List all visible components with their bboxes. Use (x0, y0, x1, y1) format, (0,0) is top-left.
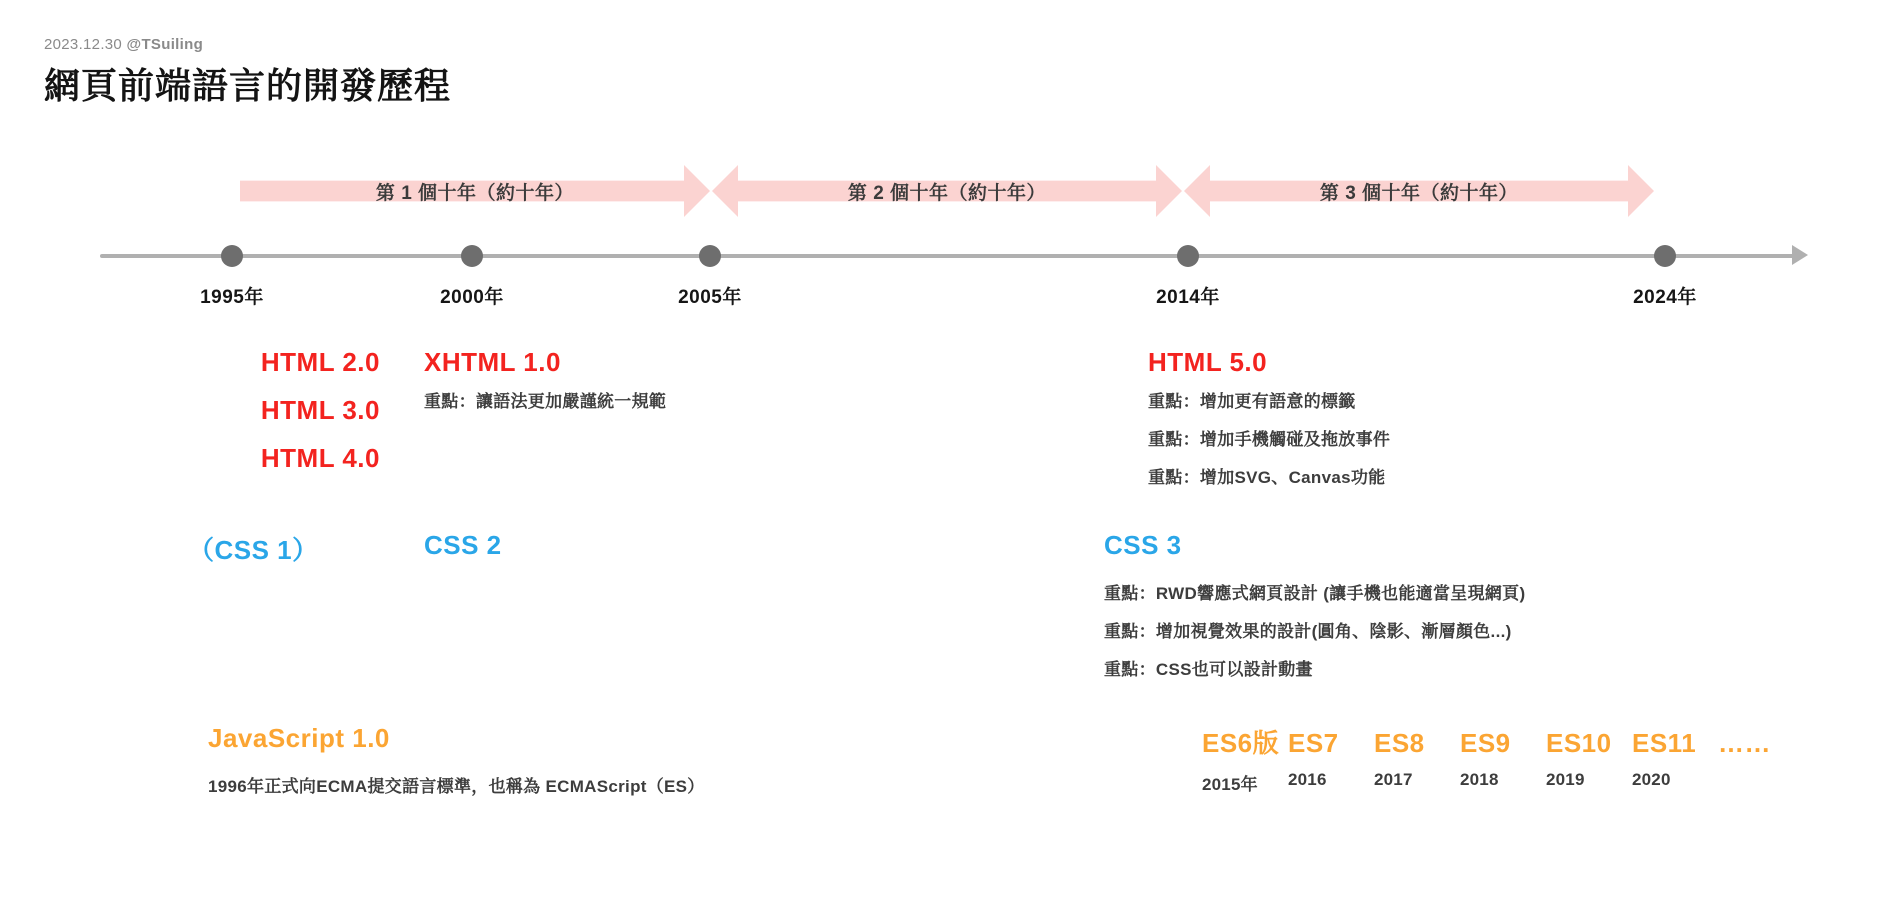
es-year-2020: 2020 (1632, 770, 1671, 789)
html-version-3: HTML 3.0 (260, 395, 380, 425)
year-label-2014: 2014年 (1156, 287, 1220, 308)
javascript-title: JavaScript 1.0 (208, 723, 390, 753)
css1-title: （CSS 1） (188, 535, 319, 565)
timeline-dot-2000 (461, 245, 483, 267)
date-text: 2023.12.30 (44, 36, 123, 53)
html-early-versions (150, 338, 380, 482)
year-label-1995: 1995年 (200, 287, 264, 308)
author-handle: @TSuiling (126, 36, 204, 53)
css3-note-2: 重點：增加視覺效果的設計(圓角、陰影、漸層顏色...) (1104, 622, 1512, 641)
es-year-2017: 2017 (1374, 770, 1413, 789)
meta-line (44, 36, 203, 53)
es-version-es6: ES6版 (1202, 728, 1280, 758)
xhtml-note: 重點：讓語法更加嚴謹統一規範 (424, 392, 667, 411)
html5-note-1: 重點：增加更有語意的標籤 (1148, 392, 1356, 411)
decade-band-3-label: 第 3 個十年（約十年） (1319, 182, 1519, 204)
es-year-row (1202, 770, 1718, 795)
css3-title: CSS 3 (1104, 530, 1182, 560)
es-year-2019: 2019 (1546, 770, 1585, 789)
es-version-es8: ES8 (1374, 728, 1425, 758)
css3-note-1: 重點：RWD響應式網頁設計 (讓手機也能適當呈現網頁) (1104, 584, 1526, 603)
css3-note-3: 重點：CSS也可以設計動畫 (1104, 660, 1313, 679)
decade-band-1 (240, 165, 710, 217)
html-version-4: HTML 4.0 (260, 443, 380, 473)
html5-title: HTML 5.0 (1148, 347, 1268, 377)
page-title: 網頁前端語言的開發歷程 (44, 65, 452, 106)
es-version-es11: ES11 (1632, 728, 1697, 758)
decade-band-group (0, 165, 1900, 217)
decade-band-2 (712, 165, 1182, 217)
es-version-more: …… (1718, 728, 1771, 758)
css2-title: CSS 2 (424, 530, 502, 560)
timeline-dot-1995 (221, 245, 243, 267)
decade-band-3 (1184, 165, 1654, 217)
es-version-es9: ES9 (1460, 728, 1511, 758)
axis-arrow-icon (1792, 245, 1808, 265)
html5-note-2: 重點：增加手機觸碰及拖放事件 (1148, 430, 1391, 449)
es-year-2018: 2018 (1460, 770, 1499, 789)
decade-band-2-label: 第 2 個十年（約十年） (847, 182, 1047, 204)
decade-band-1-label: 第 1 個十年（約十年） (375, 182, 575, 204)
year-label-2005: 2005年 (678, 287, 742, 308)
es-version-es7: ES7 (1288, 728, 1339, 758)
year-label-2024: 2024年 (1633, 287, 1697, 308)
timeline-dot-2005 (699, 245, 721, 267)
es-version-es10: ES10 (1546, 728, 1612, 758)
timeline-dot-2014 (1177, 245, 1199, 267)
html5-note-3: 重點：增加SVG、Canvas功能 (1148, 468, 1386, 487)
year-label-2000: 2000年 (440, 287, 504, 308)
es-version-row (1202, 723, 1804, 760)
html5-notes (1148, 383, 1390, 497)
css3-notes (1104, 575, 1525, 689)
timeline-axis (100, 254, 1800, 258)
es-year-2015: 2015年 (1202, 775, 1258, 794)
es-year-2016: 2016 (1288, 770, 1327, 789)
html-version-2: HTML 2.0 (260, 347, 380, 377)
xhtml-title: XHTML 1.0 (424, 347, 561, 377)
timeline-dot-2024 (1654, 245, 1676, 267)
javascript-note: 1996年正式向ECMA提交語言標準，也稱為 ECMAScript（ES） (208, 777, 705, 796)
